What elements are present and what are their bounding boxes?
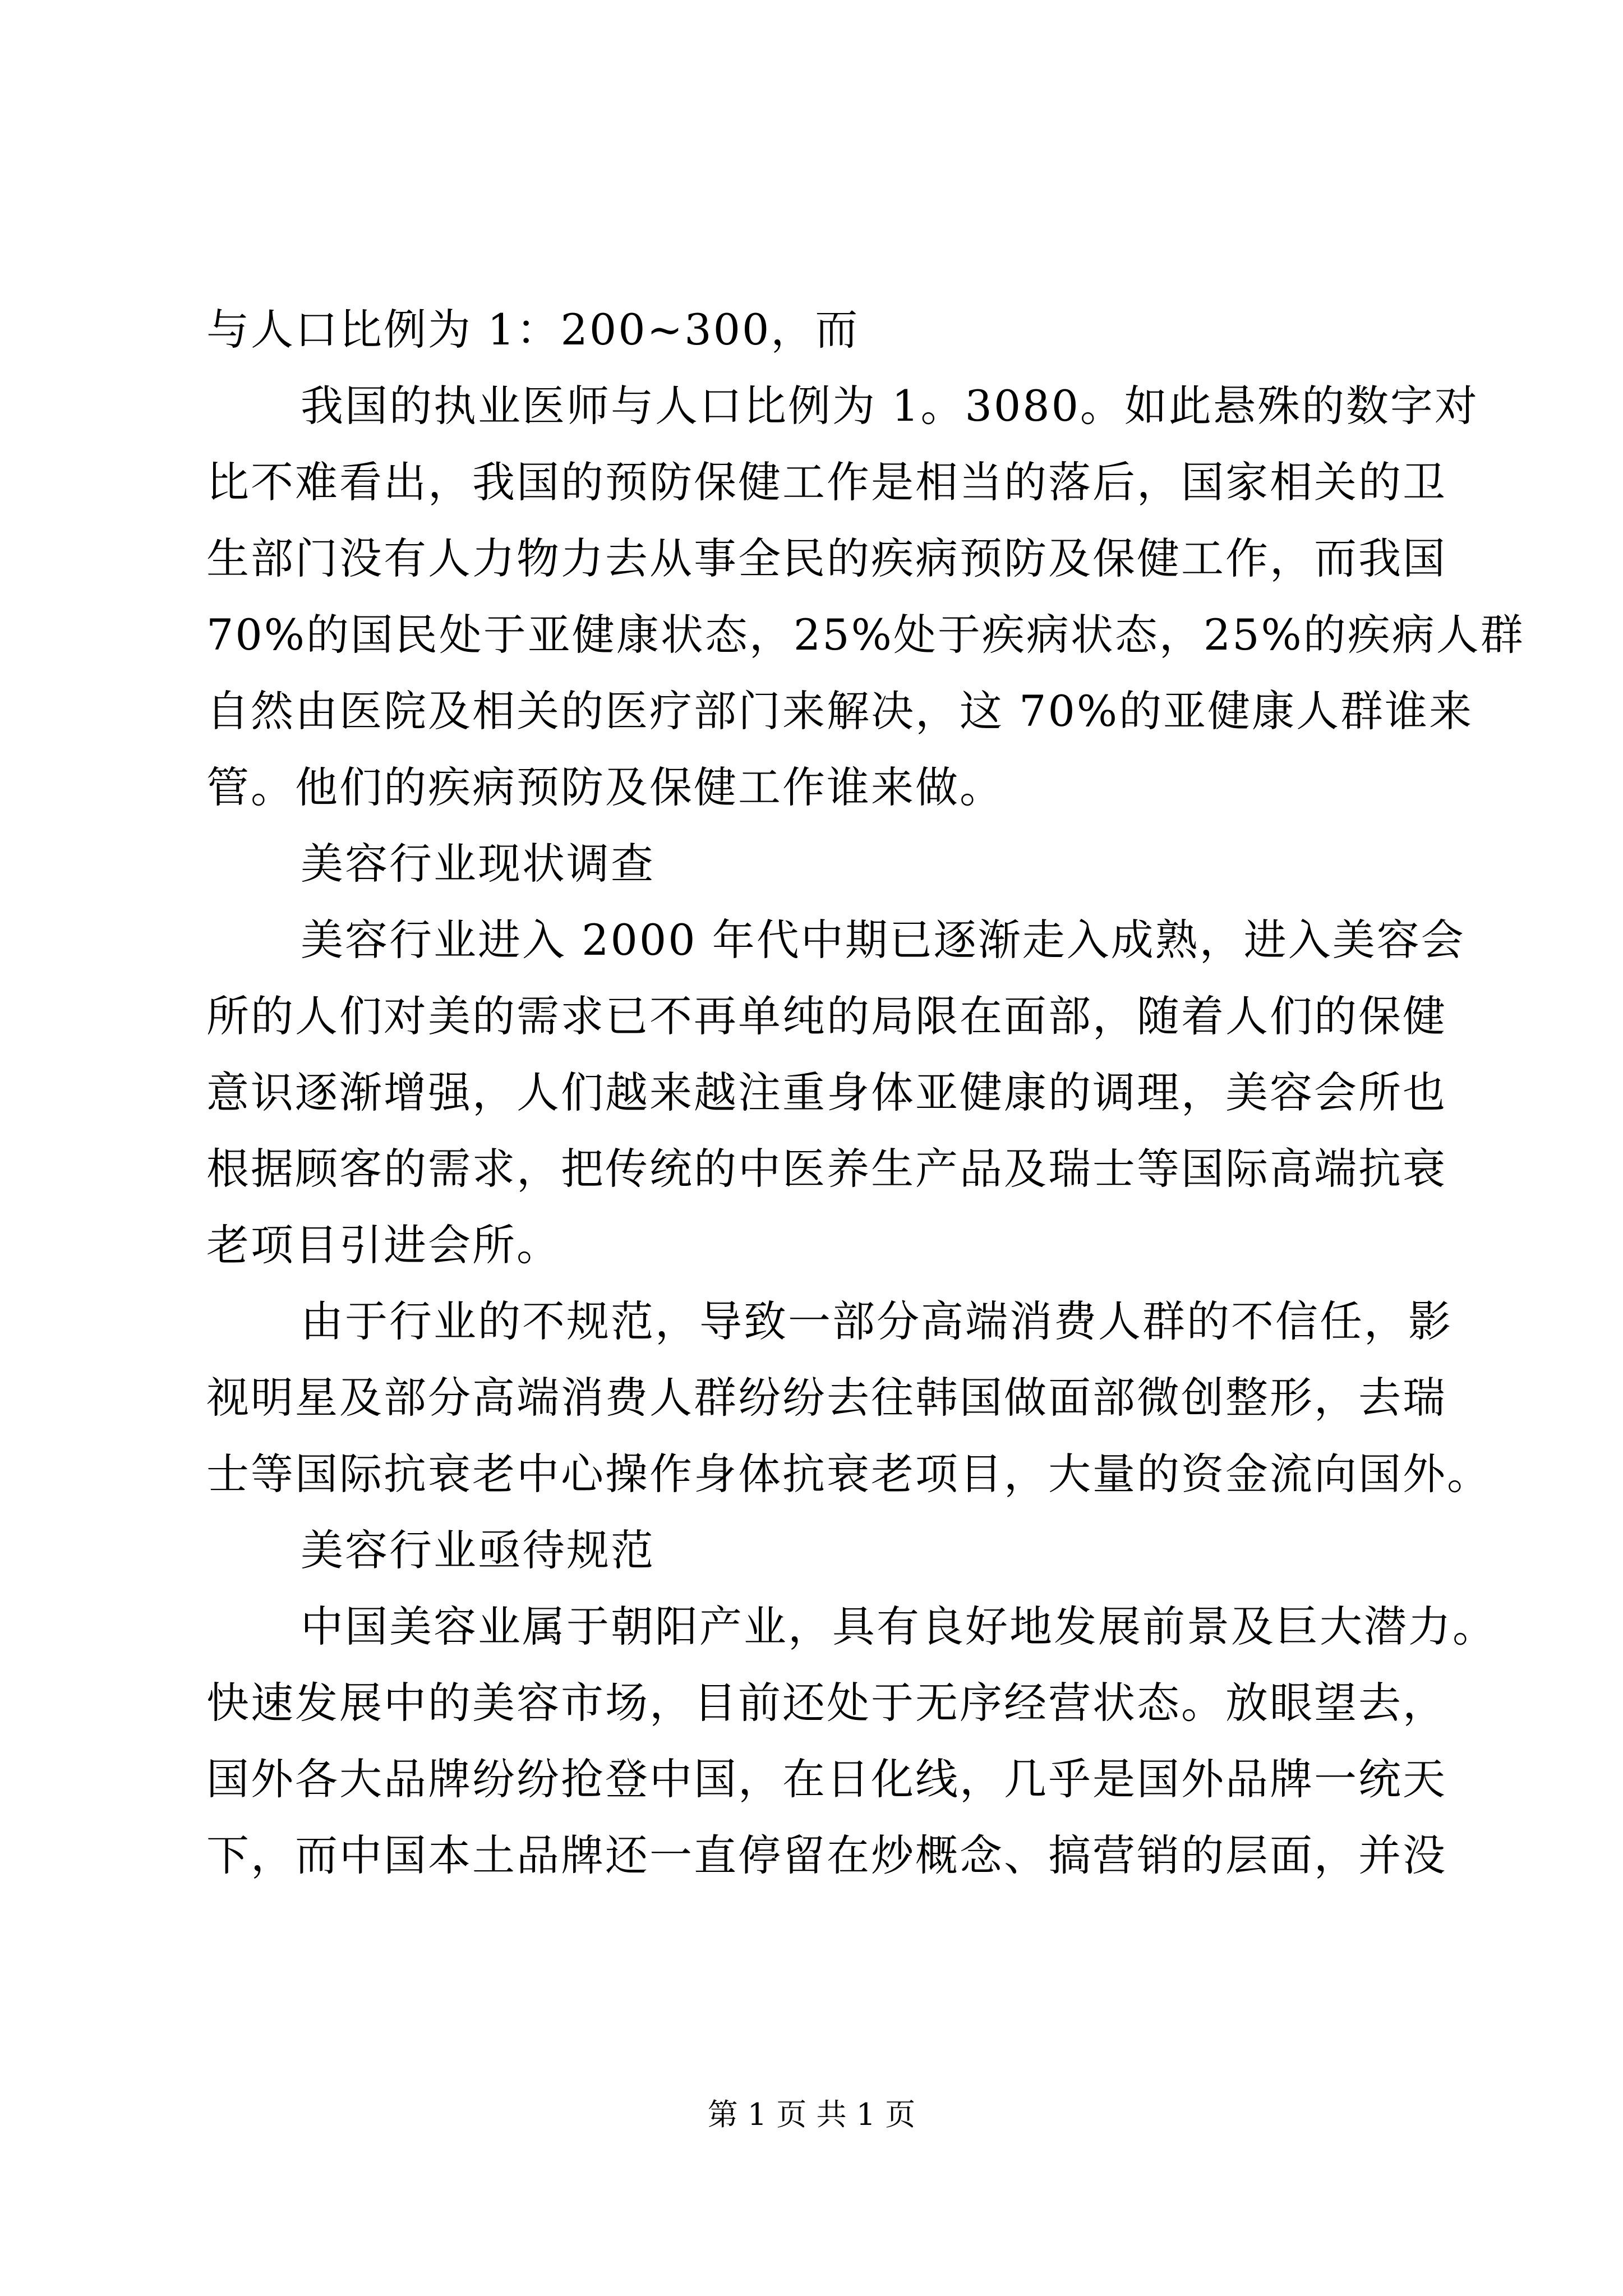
text-line: 快速发展中的美容市场，目前还处于无序经营状态。放眼望去， [206, 1678, 1447, 1728]
text-line: 国外各大品牌纷纷抢登中国，在日化线，几乎是国外品牌一统天 [206, 1754, 1447, 1804]
text-line: 管。他们的疾病预防及保健工作谁来做。 [206, 762, 1004, 812]
text-line: 70%的国民处于亚健康状态，25%处于疾病状态，25%的疾病人群 [206, 610, 1525, 660]
text-line: 与人口比例为 1：200~300，而 [206, 305, 860, 355]
text-line: 自然由医院及相关的医疗部门来解决，这 70%的亚健康人群谁来 [206, 686, 1474, 736]
text-line: 下，而中国本土品牌还一直停留在炒概念、搞营销的层面，并没 [206, 1830, 1447, 1880]
text-line: 根据顾客的需求，把传统的中医养生产品及瑞士等国际高端抗衰 [206, 1144, 1447, 1194]
text-line: 由于行业的不规范，导致一部分高端消费人群的不信任，影 [301, 1296, 1453, 1346]
text-line: 视明星及部分高端消费人群纷纷去往韩国做面部微创整形，去瑞 [206, 1373, 1447, 1423]
page-footer: 第 1 页 共 1 页 [707, 2097, 916, 2132]
text-line: 生部门没有人力物力去从事全民的疾病预防及保健工作，而我国 [206, 533, 1447, 583]
text-line: 比不难看出，我国的预防保健工作是相当的落后，国家相关的卫 [206, 457, 1447, 507]
text-line: 美容行业进入 2000 年代中期已逐渐走入成熟，进入美容会 [301, 915, 1465, 965]
text-line: 老项目引进会所。 [206, 1220, 561, 1270]
text-line: 美容行业亟待规范 [301, 1525, 655, 1575]
text-line: 美容行业现状调查 [301, 839, 655, 889]
text-line: 所的人们对美的需求已不再单纯的局限在面部，随着人们的保健 [206, 991, 1447, 1041]
document-body [206, 292, 1525, 1894]
text-line: 士等国际抗衰老中心操作身体抗衰老项目，大量的资金流向国外。 [206, 1449, 1491, 1499]
text-line: 我国的执业医师与人口比例为 1。3080。如此悬殊的数字对 [301, 381, 1479, 431]
text-line: 中国美容业属于朝阳产业，具有良好地发展前景及巨大潜力。 [301, 1602, 1497, 1651]
text-line: 意识逐渐增强，人们越来越注重身体亚健康的调理，美容会所也 [206, 1068, 1447, 1117]
